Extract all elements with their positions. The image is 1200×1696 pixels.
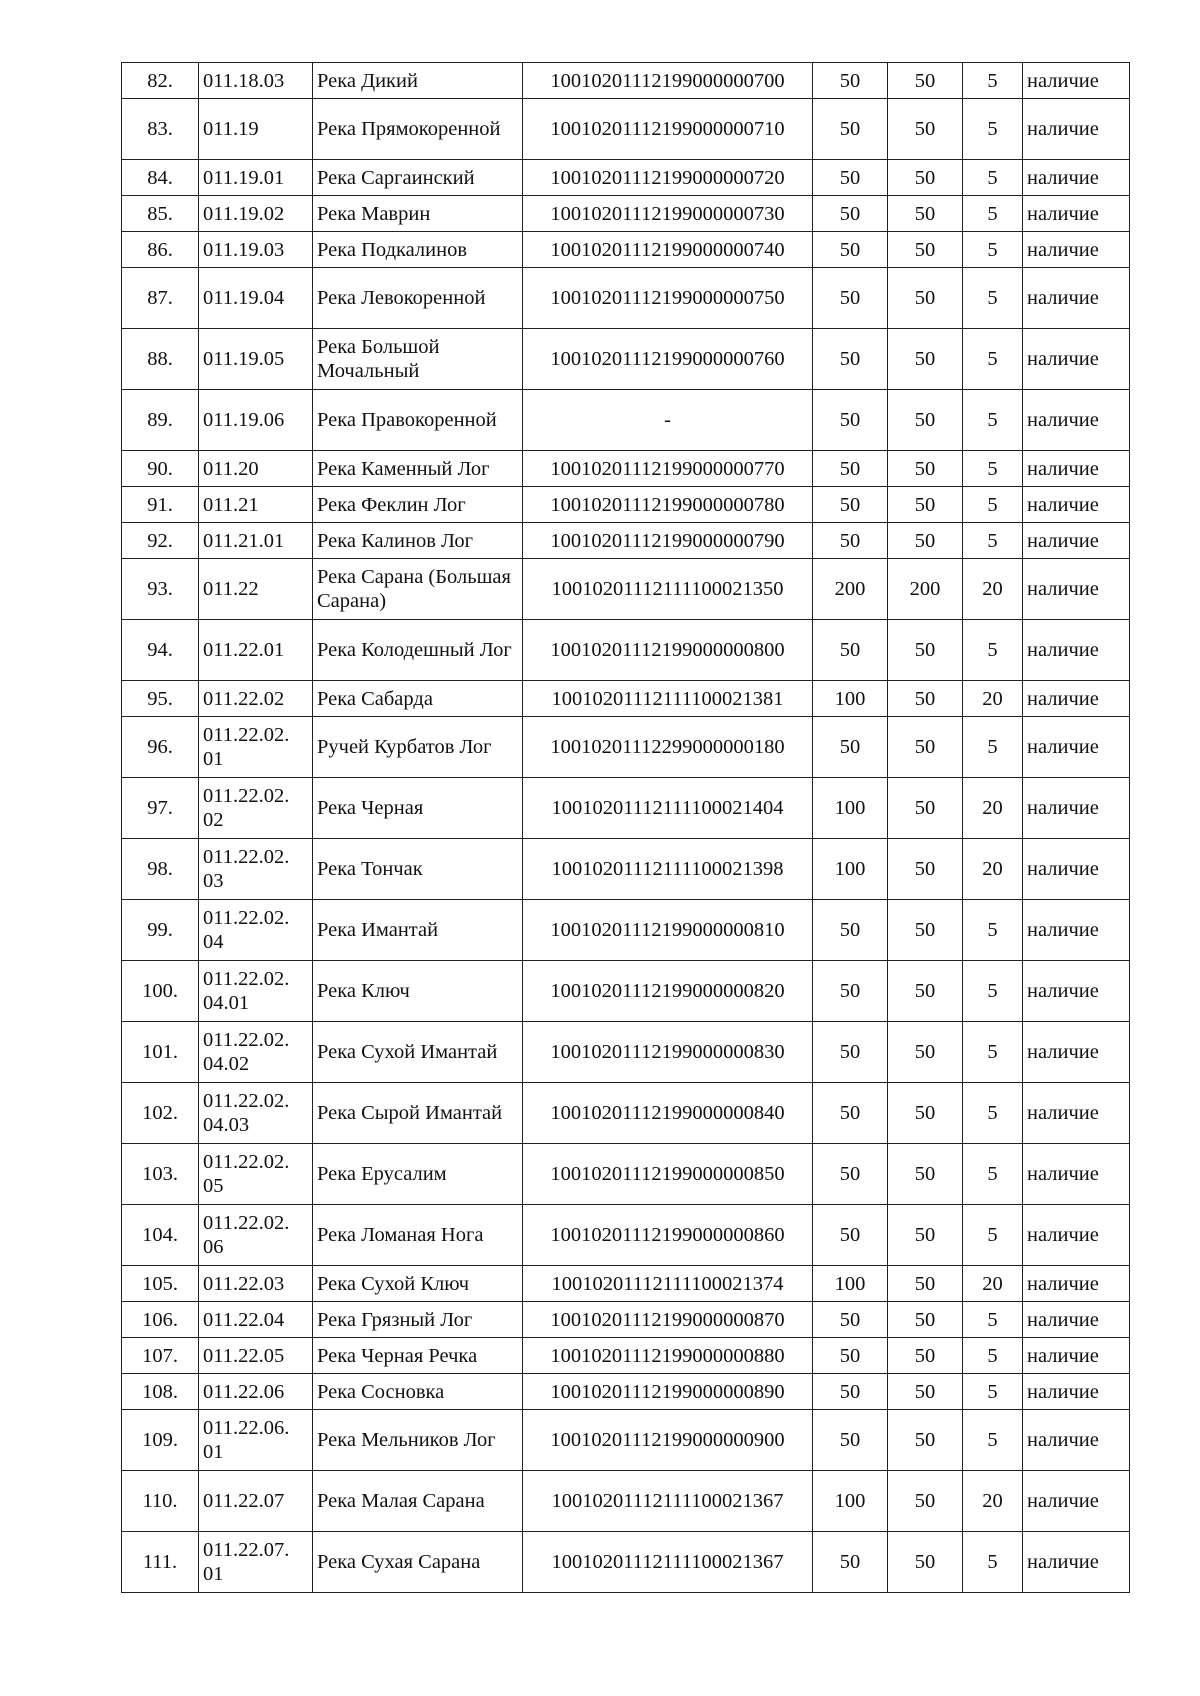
table-row [122, 487, 1130, 523]
status-cell: наличие [1023, 390, 1130, 451]
code-cell: 011.22.02. 06 [199, 1205, 313, 1266]
value-c-cell: 5 [963, 1338, 1023, 1374]
table-row [122, 1302, 1130, 1338]
row-number-cell: 97. [122, 778, 199, 839]
code-cell: 011.22.02 [199, 681, 313, 717]
status-cell: наличие [1023, 99, 1130, 160]
value-c-cell: 5 [963, 268, 1023, 329]
table-row [122, 1144, 1130, 1205]
row-number-cell: 89. [122, 390, 199, 451]
registry-number-cell: 10010201112299000000180 [523, 717, 813, 778]
table-row [122, 1471, 1130, 1532]
value-b-cell: 50 [888, 961, 963, 1022]
status-cell: наличие [1023, 523, 1130, 559]
status-cell: наличие [1023, 1302, 1130, 1338]
value-a-cell: 50 [813, 1410, 888, 1471]
value-a-cell: 50 [813, 961, 888, 1022]
value-c-cell: 20 [963, 1471, 1023, 1532]
registry-number-cell: 10010201112199000000750 [523, 268, 813, 329]
table-row [122, 1083, 1130, 1144]
registry-number-cell: 10010201112111100021350 [523, 559, 813, 620]
value-a-cell: 50 [813, 160, 888, 196]
value-a-cell: 50 [813, 1374, 888, 1410]
row-number-cell: 106. [122, 1302, 199, 1338]
table-row [122, 196, 1130, 232]
row-number-cell: 99. [122, 900, 199, 961]
value-a-cell: 200 [813, 559, 888, 620]
registry-number-cell: 10010201112199000000890 [523, 1374, 813, 1410]
river-name-cell: Река Ерусалим [313, 1144, 523, 1205]
table-row [122, 778, 1130, 839]
value-b-cell: 50 [888, 620, 963, 681]
value-a-cell: 50 [813, 1205, 888, 1266]
value-a-cell: 50 [813, 900, 888, 961]
value-b-cell: 50 [888, 99, 963, 160]
status-cell: наличие [1023, 1266, 1130, 1302]
table-row [122, 523, 1130, 559]
code-cell: 011.18.03 [199, 63, 313, 99]
table-row [122, 63, 1130, 99]
river-name-cell: Река Калинов Лог [313, 523, 523, 559]
registry-number-cell: 10010201112199000000780 [523, 487, 813, 523]
value-b-cell: 50 [888, 268, 963, 329]
value-a-cell: 50 [813, 1302, 888, 1338]
table-row [122, 160, 1130, 196]
value-a-cell: 50 [813, 1532, 888, 1593]
table-row [122, 268, 1130, 329]
value-c-cell: 20 [963, 1266, 1023, 1302]
value-c-cell: 20 [963, 839, 1023, 900]
row-number-cell: 90. [122, 451, 199, 487]
registry-number-cell: 10010201112111100021367 [523, 1532, 813, 1593]
table-row [122, 1338, 1130, 1374]
registry-number-cell: 10010201112199000000760 [523, 329, 813, 390]
registry-number-cell: 10010201112199000000830 [523, 1022, 813, 1083]
row-number-cell: 104. [122, 1205, 199, 1266]
row-number-cell: 91. [122, 487, 199, 523]
value-b-cell: 50 [888, 160, 963, 196]
row-number-cell: 96. [122, 717, 199, 778]
river-name-cell: Река Сарана (Большая Сарана) [313, 559, 523, 620]
registry-number-cell: - [523, 390, 813, 451]
river-name-cell: Река Феклин Лог [313, 487, 523, 523]
registry-number-cell: 10010201112199000000720 [523, 160, 813, 196]
registry-number-cell: 10010201112199000000870 [523, 1302, 813, 1338]
code-cell: 011.20 [199, 451, 313, 487]
river-name-cell: Река Черная [313, 778, 523, 839]
value-c-cell: 5 [963, 160, 1023, 196]
status-cell: наличие [1023, 1410, 1130, 1471]
status-cell: наличие [1023, 620, 1130, 681]
status-cell: наличие [1023, 839, 1130, 900]
code-cell: 011.22.02. 04 [199, 900, 313, 961]
value-c-cell: 5 [963, 390, 1023, 451]
value-c-cell: 5 [963, 717, 1023, 778]
status-cell: наличие [1023, 268, 1130, 329]
value-b-cell: 50 [888, 1338, 963, 1374]
value-c-cell: 5 [963, 232, 1023, 268]
row-number-cell: 82. [122, 63, 199, 99]
value-b-cell: 50 [888, 717, 963, 778]
river-name-cell: Река Прямокоренной [313, 99, 523, 160]
table-row [122, 961, 1130, 1022]
value-a-cell: 100 [813, 1266, 888, 1302]
row-number-cell: 105. [122, 1266, 199, 1302]
status-cell: наличие [1023, 681, 1130, 717]
river-name-cell: Река Сабарда [313, 681, 523, 717]
code-cell: 011.19.04 [199, 268, 313, 329]
row-number-cell: 100. [122, 961, 199, 1022]
status-cell: наличие [1023, 451, 1130, 487]
registry-number-cell: 10010201112199000000770 [523, 451, 813, 487]
value-b-cell: 50 [888, 487, 963, 523]
value-c-cell: 5 [963, 1144, 1023, 1205]
registry-number-cell: 10010201112199000000900 [523, 1410, 813, 1471]
row-number-cell: 84. [122, 160, 199, 196]
value-b-cell: 50 [888, 1374, 963, 1410]
river-name-cell: Река Ломаная Нога [313, 1205, 523, 1266]
value-b-cell: 50 [888, 1144, 963, 1205]
river-name-cell: Река Мельников Лог [313, 1410, 523, 1471]
river-name-cell: Река Тончак [313, 839, 523, 900]
row-number-cell: 93. [122, 559, 199, 620]
value-b-cell: 50 [888, 1266, 963, 1302]
value-b-cell: 50 [888, 681, 963, 717]
status-cell: наличие [1023, 1083, 1130, 1144]
code-cell: 011.19.06 [199, 390, 313, 451]
status-cell: наличие [1023, 900, 1130, 961]
river-name-cell: Река Каменный Лог [313, 451, 523, 487]
table-row [122, 559, 1130, 620]
code-cell: 011.22.02. 04.02 [199, 1022, 313, 1083]
value-b-cell: 50 [888, 523, 963, 559]
value-c-cell: 5 [963, 1205, 1023, 1266]
row-number-cell: 98. [122, 839, 199, 900]
value-c-cell: 5 [963, 1532, 1023, 1593]
code-cell: 011.22.04 [199, 1302, 313, 1338]
code-cell: 011.22.01 [199, 620, 313, 681]
code-cell: 011.22.02. 02 [199, 778, 313, 839]
value-b-cell: 50 [888, 1083, 963, 1144]
row-number-cell: 86. [122, 232, 199, 268]
registry-number-cell: 10010201112199000000860 [523, 1205, 813, 1266]
registry-number-cell: 10010201112199000000740 [523, 232, 813, 268]
status-cell: наличие [1023, 961, 1130, 1022]
table-row [122, 620, 1130, 681]
row-number-cell: 110. [122, 1471, 199, 1532]
status-cell: наличие [1023, 1205, 1130, 1266]
value-a-cell: 50 [813, 451, 888, 487]
river-name-cell: Река Саргаинский [313, 160, 523, 196]
value-a-cell: 100 [813, 839, 888, 900]
code-cell: 011.22.05 [199, 1338, 313, 1374]
status-cell: наличие [1023, 329, 1130, 390]
value-a-cell: 50 [813, 523, 888, 559]
registry-number-cell: 10010201112111100021367 [523, 1471, 813, 1532]
status-cell: наличие [1023, 559, 1130, 620]
code-cell: 011.19.03 [199, 232, 313, 268]
value-c-cell: 5 [963, 1374, 1023, 1410]
table-row [122, 390, 1130, 451]
value-a-cell: 50 [813, 99, 888, 160]
value-c-cell: 5 [963, 329, 1023, 390]
code-cell: 011.21.01 [199, 523, 313, 559]
code-cell: 011.19.02 [199, 196, 313, 232]
registry-number-cell: 10010201112199000000880 [523, 1338, 813, 1374]
row-number-cell: 83. [122, 99, 199, 160]
row-number-cell: 87. [122, 268, 199, 329]
table-row [122, 451, 1130, 487]
registry-number-cell: 10010201112199000000730 [523, 196, 813, 232]
status-cell: наличие [1023, 1374, 1130, 1410]
value-a-cell: 50 [813, 268, 888, 329]
row-number-cell: 107. [122, 1338, 199, 1374]
status-cell: наличие [1023, 232, 1130, 268]
code-cell: 011.22.07. 01 [199, 1532, 313, 1593]
status-cell: наличие [1023, 196, 1130, 232]
value-b-cell: 50 [888, 1471, 963, 1532]
registry-number-cell: 10010201112199000000800 [523, 620, 813, 681]
table-row [122, 717, 1130, 778]
value-c-cell: 5 [963, 196, 1023, 232]
code-cell: 011.22.06 [199, 1374, 313, 1410]
value-a-cell: 50 [813, 717, 888, 778]
status-cell: наличие [1023, 778, 1130, 839]
value-b-cell: 50 [888, 451, 963, 487]
code-cell: 011.22.02. 03 [199, 839, 313, 900]
river-name-cell: Река Большой Мочальный [313, 329, 523, 390]
table-row [122, 1532, 1130, 1593]
river-name-cell: Река Правокоренной [313, 390, 523, 451]
code-cell: 011.22.07 [199, 1471, 313, 1532]
value-a-cell: 50 [813, 329, 888, 390]
table-row [122, 1022, 1130, 1083]
value-c-cell: 5 [963, 451, 1023, 487]
value-a-cell: 50 [813, 1144, 888, 1205]
registry-number-cell: 10010201112111100021374 [523, 1266, 813, 1302]
value-a-cell: 100 [813, 681, 888, 717]
registry-number-cell: 10010201112111100021381 [523, 681, 813, 717]
river-name-cell: Река Черная Речка [313, 1338, 523, 1374]
value-c-cell: 20 [963, 778, 1023, 839]
value-c-cell: 20 [963, 559, 1023, 620]
river-name-cell: Река Маврин [313, 196, 523, 232]
value-b-cell: 50 [888, 63, 963, 99]
status-cell: наличие [1023, 1338, 1130, 1374]
value-b-cell: 50 [888, 1205, 963, 1266]
row-number-cell: 88. [122, 329, 199, 390]
value-a-cell: 50 [813, 390, 888, 451]
value-a-cell: 50 [813, 1338, 888, 1374]
value-b-cell: 50 [888, 1302, 963, 1338]
code-cell: 011.22.06. 01 [199, 1410, 313, 1471]
registry-number-cell: 10010201112199000000850 [523, 1144, 813, 1205]
row-number-cell: 108. [122, 1374, 199, 1410]
code-cell: 011.19.05 [199, 329, 313, 390]
row-number-cell: 109. [122, 1410, 199, 1471]
registry-number-cell: 10010201112199000000710 [523, 99, 813, 160]
registry-number-cell: 10010201112111100021404 [523, 778, 813, 839]
river-name-cell: Река Грязный Лог [313, 1302, 523, 1338]
table-row [122, 1410, 1130, 1471]
table-row [122, 681, 1130, 717]
value-b-cell: 50 [888, 900, 963, 961]
table-row [122, 1374, 1130, 1410]
table-row [122, 1205, 1130, 1266]
code-cell: 011.21 [199, 487, 313, 523]
value-c-cell: 5 [963, 620, 1023, 681]
value-c-cell: 5 [963, 900, 1023, 961]
value-b-cell: 50 [888, 1532, 963, 1593]
status-cell: наличие [1023, 1144, 1130, 1205]
value-c-cell: 5 [963, 63, 1023, 99]
registry-number-cell: 10010201112199000000840 [523, 1083, 813, 1144]
row-number-cell: 95. [122, 681, 199, 717]
value-c-cell: 5 [963, 523, 1023, 559]
code-cell: 011.22.02. 01 [199, 717, 313, 778]
row-number-cell: 85. [122, 196, 199, 232]
registry-number-cell: 10010201112199000000810 [523, 900, 813, 961]
row-number-cell: 101. [122, 1022, 199, 1083]
row-number-cell: 94. [122, 620, 199, 681]
table-row [122, 329, 1130, 390]
value-a-cell: 50 [813, 1083, 888, 1144]
value-a-cell: 50 [813, 620, 888, 681]
value-b-cell: 50 [888, 839, 963, 900]
code-cell: 011.19 [199, 99, 313, 160]
status-cell: наличие [1023, 1471, 1130, 1532]
value-c-cell: 5 [963, 1302, 1023, 1338]
value-a-cell: 50 [813, 232, 888, 268]
value-b-cell: 50 [888, 232, 963, 268]
river-name-cell: Ручей Курбатов Лог [313, 717, 523, 778]
table-row [122, 1266, 1130, 1302]
status-cell: наличие [1023, 1022, 1130, 1083]
value-c-cell: 5 [963, 1022, 1023, 1083]
value-a-cell: 50 [813, 63, 888, 99]
value-c-cell: 20 [963, 681, 1023, 717]
registry-number-cell: 10010201112111100021398 [523, 839, 813, 900]
value-c-cell: 5 [963, 99, 1023, 160]
registry-number-cell: 10010201112199000000790 [523, 523, 813, 559]
value-c-cell: 5 [963, 961, 1023, 1022]
registry-number-cell: 10010201112199000000820 [523, 961, 813, 1022]
status-cell: наличие [1023, 487, 1130, 523]
river-name-cell: Река Сухой Имантай [313, 1022, 523, 1083]
code-cell: 011.19.01 [199, 160, 313, 196]
value-c-cell: 5 [963, 1083, 1023, 1144]
value-a-cell: 100 [813, 1471, 888, 1532]
value-b-cell: 200 [888, 559, 963, 620]
status-cell: наличие [1023, 1532, 1130, 1593]
table-row [122, 900, 1130, 961]
table-row [122, 232, 1130, 268]
river-name-cell: Река Ключ [313, 961, 523, 1022]
table-row [122, 839, 1130, 900]
value-a-cell: 50 [813, 196, 888, 232]
value-a-cell: 100 [813, 778, 888, 839]
row-number-cell: 111. [122, 1532, 199, 1593]
rivers-table [121, 62, 1130, 1593]
code-cell: 011.22.02. 05 [199, 1144, 313, 1205]
row-number-cell: 102. [122, 1083, 199, 1144]
code-cell: 011.22.02. 04.01 [199, 961, 313, 1022]
river-name-cell: Река Сухая Сарана [313, 1532, 523, 1593]
value-b-cell: 50 [888, 1410, 963, 1471]
status-cell: наличие [1023, 63, 1130, 99]
code-cell: 011.22.03 [199, 1266, 313, 1302]
river-name-cell: Река Левокоренной [313, 268, 523, 329]
river-name-cell: Река Колодешный Лог [313, 620, 523, 681]
code-cell: 011.22 [199, 559, 313, 620]
value-b-cell: 50 [888, 778, 963, 839]
table-row [122, 99, 1130, 160]
river-name-cell: Река Сырой Имантай [313, 1083, 523, 1144]
status-cell: наличие [1023, 717, 1130, 778]
code-cell: 011.22.02. 04.03 [199, 1083, 313, 1144]
row-number-cell: 103. [122, 1144, 199, 1205]
river-name-cell: Река Дикий [313, 63, 523, 99]
value-c-cell: 5 [963, 487, 1023, 523]
value-b-cell: 50 [888, 1022, 963, 1083]
river-name-cell: Река Сосновка [313, 1374, 523, 1410]
river-name-cell: Река Сухой Ключ [313, 1266, 523, 1302]
river-name-cell: Река Подкалинов [313, 232, 523, 268]
value-a-cell: 50 [813, 1022, 888, 1083]
river-name-cell: Река Малая Сарана [313, 1471, 523, 1532]
row-number-cell: 92. [122, 523, 199, 559]
registry-number-cell: 10010201112199000000700 [523, 63, 813, 99]
value-b-cell: 50 [888, 196, 963, 232]
value-a-cell: 50 [813, 487, 888, 523]
status-cell: наличие [1023, 160, 1130, 196]
river-name-cell: Река Имантай [313, 900, 523, 961]
value-b-cell: 50 [888, 390, 963, 451]
value-b-cell: 50 [888, 329, 963, 390]
value-c-cell: 5 [963, 1410, 1023, 1471]
